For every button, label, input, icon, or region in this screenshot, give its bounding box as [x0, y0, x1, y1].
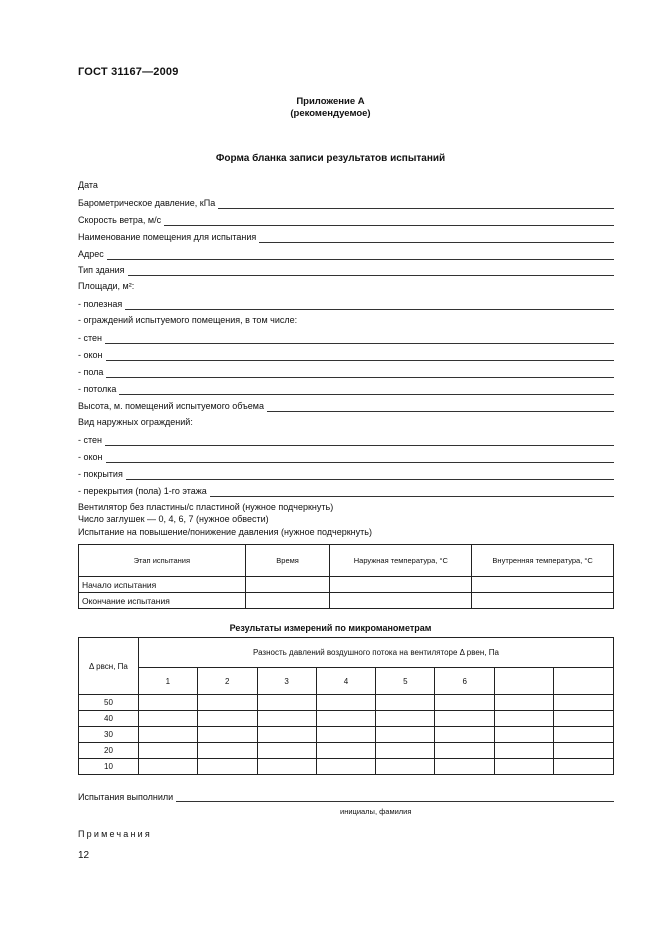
pressure-value: 30: [79, 727, 139, 743]
field-ceiling[interactable]: [78, 383, 614, 395]
table-cell[interactable]: [197, 759, 257, 775]
col-header-outside-temp: Наружная температура, °С: [330, 545, 472, 577]
field-label: Адрес: [78, 249, 104, 259]
table-cell[interactable]: [435, 711, 495, 727]
field-ext-floor[interactable]: [78, 485, 614, 497]
table-cell[interactable]: [257, 727, 316, 743]
table-cell[interactable]: [197, 743, 257, 759]
table-row: [79, 593, 614, 609]
fill-line: [107, 250, 614, 260]
table-cell[interactable]: [376, 695, 435, 711]
table-cell[interactable]: [330, 577, 472, 593]
table-cell[interactable]: [472, 593, 614, 609]
field-floor[interactable]: [78, 366, 614, 378]
col-number: 3: [257, 668, 316, 695]
appendix-label: Приложение А: [296, 96, 365, 107]
table-cell[interactable]: [495, 759, 554, 775]
fill-line: [106, 351, 614, 361]
fill-line: [125, 300, 614, 310]
field-label: Высота, м. помещений испытуемого объема: [78, 401, 264, 411]
field-ext-walls[interactable]: [78, 434, 614, 446]
col-number: 4: [316, 668, 376, 695]
table-row: [79, 743, 614, 759]
table-cell[interactable]: [245, 593, 330, 609]
table-cell[interactable]: [197, 711, 257, 727]
col-number: [554, 668, 614, 695]
table-cell[interactable]: [138, 727, 197, 743]
signature-field[interactable]: [78, 792, 614, 802]
field-label: - стен: [78, 435, 102, 445]
table-cell[interactable]: [495, 743, 554, 759]
field-date: Дата: [78, 180, 98, 190]
table-cell[interactable]: [316, 743, 376, 759]
field-ext-windows[interactable]: [78, 451, 614, 463]
table-cell[interactable]: [316, 695, 376, 711]
col-number: 2: [197, 668, 257, 695]
field-windows[interactable]: [78, 349, 614, 361]
field-ext-kind: Вид наружных ограждений:: [78, 417, 193, 427]
table-cell[interactable]: [554, 711, 614, 727]
col-header-inside-temp: Внутренняя температура, °С: [472, 545, 614, 577]
row-header-pressure: Δ pвсн, Па: [79, 638, 139, 695]
field-wind[interactable]: [78, 214, 614, 226]
signature-label: Испытания выполнили: [78, 792, 174, 802]
table-cell[interactable]: [376, 743, 435, 759]
field-areas: Площади, м²:: [78, 281, 135, 291]
table-cell[interactable]: [435, 727, 495, 743]
field-address[interactable]: [78, 248, 614, 260]
col-number: 6: [435, 668, 495, 695]
table-cell[interactable]: [435, 759, 495, 775]
table-cell[interactable]: [257, 711, 316, 727]
results-title: Результаты измерений по микроманометрам: [229, 623, 432, 633]
field-label: - потолка: [78, 384, 117, 394]
fill-line: [259, 233, 614, 243]
pressure-value: 20: [79, 743, 139, 759]
fill-line: [210, 487, 614, 497]
fill-line: [106, 368, 614, 378]
signature-caption: инициалы, фамилия: [340, 807, 412, 816]
field-label: - окон: [78, 452, 103, 462]
pressure-value: 10: [79, 759, 139, 775]
table-cell[interactable]: [330, 593, 472, 609]
table-row: [79, 577, 614, 593]
col-header-stage: Этап испытания: [79, 545, 246, 577]
page-number: 12: [78, 850, 90, 861]
table-cell[interactable]: [257, 743, 316, 759]
table-cell[interactable]: [197, 727, 257, 743]
field-enclosures: - ограждений испытуемого помещения, в том числе:: [78, 315, 298, 325]
field-pressure[interactable]: [78, 197, 614, 209]
field-label: Наименование помещения для испытания: [78, 232, 257, 242]
fill-line: [218, 199, 614, 209]
stage-table: [78, 544, 614, 609]
table-cell[interactable]: [138, 711, 197, 727]
table-cell[interactable]: [495, 727, 554, 743]
table-cell[interactable]: [554, 759, 614, 775]
table-cell[interactable]: [554, 743, 614, 759]
appendix-status: (рекомендуемое): [290, 108, 371, 119]
stage-label: Начало испытания: [79, 577, 246, 593]
field-label: Тип здания: [78, 265, 125, 275]
field-walls[interactable]: [78, 332, 614, 344]
pressure-value: 40: [79, 711, 139, 727]
fill-line: [164, 216, 614, 226]
fill-line: [106, 453, 614, 463]
table-cell[interactable]: [495, 711, 554, 727]
field-useful-area[interactable]: [78, 298, 614, 310]
table-cell[interactable]: [257, 759, 316, 775]
table-cell[interactable]: [554, 695, 614, 711]
table-cell[interactable]: [376, 711, 435, 727]
pressure-value: 50: [79, 695, 139, 711]
field-label: Барометрическое давление, кПа: [78, 198, 216, 208]
table-cell[interactable]: [376, 759, 435, 775]
col-header-time: Время: [245, 545, 330, 577]
table-cell[interactable]: [316, 727, 376, 743]
table-row: [79, 759, 614, 775]
option-plugs: Число заглушек — 0, 4, 6, 7 (нужное обвести): [78, 514, 269, 524]
table-cell[interactable]: [138, 759, 197, 775]
col-number: 1: [138, 668, 197, 695]
table-cell[interactable]: [257, 695, 316, 711]
field-room[interactable]: [78, 231, 614, 243]
col-number: [495, 668, 554, 695]
table-cell[interactable]: [435, 743, 495, 759]
table-cell[interactable]: [245, 577, 330, 593]
field-label: - стен: [78, 333, 102, 343]
field-building-type[interactable]: [78, 264, 614, 276]
stage-label: Окончание испытания: [79, 593, 246, 609]
standard-header: ГОСТ 31167—2009: [78, 66, 179, 78]
field-height[interactable]: [78, 400, 614, 412]
col-number: 5: [376, 668, 435, 695]
field-label: - перекрытия (пола) 1-го этажа: [78, 486, 207, 496]
table-cell[interactable]: [376, 727, 435, 743]
table-row: [79, 695, 614, 711]
table-cell[interactable]: [138, 743, 197, 759]
results-table: [78, 637, 614, 775]
notes-heading: Примечания: [78, 829, 152, 839]
fill-line: [105, 436, 614, 446]
table-cell[interactable]: [472, 577, 614, 593]
table-cell[interactable]: [316, 759, 376, 775]
field-ext-roof[interactable]: [78, 468, 614, 480]
fill-line: [105, 334, 614, 344]
field-label: - полезная: [78, 299, 123, 309]
table-cell[interactable]: [495, 695, 554, 711]
field-label: Скорость ветра, м/с: [78, 215, 162, 225]
table-cell[interactable]: [554, 727, 614, 743]
fill-line: [119, 385, 614, 395]
table-cell[interactable]: [197, 695, 257, 711]
option-test: Испытание на повышение/понижение давления (нужное подчеркнуть): [78, 527, 372, 537]
table-row: [79, 727, 614, 743]
group-header: Разность давлений воздушного потока на вентиляторе Δ pвен, Па: [138, 638, 613, 668]
fill-line: [128, 266, 614, 276]
table-cell[interactable]: [435, 695, 495, 711]
table-cell[interactable]: [138, 695, 197, 711]
fill-line: [126, 470, 614, 480]
field-label: - окон: [78, 350, 103, 360]
fill-line: [267, 402, 614, 412]
table-cell[interactable]: [316, 711, 376, 727]
field-label: - пола: [78, 367, 104, 377]
form-title: Форма бланка записи результатов испытаний: [215, 153, 446, 164]
option-fan: Вентилятор без пластины/с пластиной (нужное подчеркнуть): [78, 502, 334, 512]
table-row: [79, 711, 614, 727]
fill-line: [176, 792, 614, 802]
field-label: - покрытия: [78, 469, 123, 479]
